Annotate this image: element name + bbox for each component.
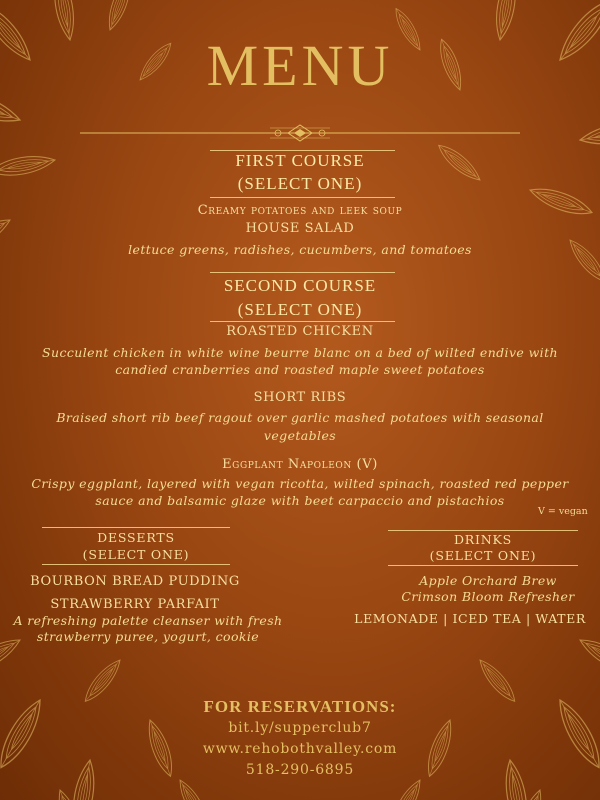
second-course-rule-bottom bbox=[210, 321, 395, 322]
menu-item-leek-soup: Creamy potatoes and leek soup bbox=[197, 203, 403, 218]
roasted-chicken-description-line1: Succulent chicken in white wine beurre blanc on a bed of wilted endive with bbox=[42, 345, 558, 360]
menu-title: MENU bbox=[206, 33, 394, 98]
drinks-rule-top bbox=[388, 530, 578, 531]
strawberry-parfait-description-line2: strawberry puree, yogurt, cookie bbox=[36, 629, 260, 644]
desserts-rule-bottom bbox=[42, 564, 230, 565]
second-course-subheading: (SELECT ONE) bbox=[237, 300, 363, 319]
drink-apple-orchard-brew: Apple Orchard Brew bbox=[419, 573, 557, 588]
drinks-subheading: (SELECT ONE) bbox=[429, 548, 537, 563]
second-course-rule-top bbox=[210, 272, 395, 273]
dessert-strawberry-parfait: STRAWBERRY PARFAIT bbox=[50, 597, 220, 612]
reservations-phone: 518-290-6895 bbox=[245, 762, 355, 778]
eggplant-description-line1: Crispy eggplant, layered with vegan ricotta, wilted spinach, roasted red pepper bbox=[31, 476, 569, 491]
reservations-website[interactable]: www.rehobothvalley.com bbox=[202, 741, 398, 757]
dessert-bourbon-bread-pudding: BOURBON BREAD PUDDING bbox=[30, 574, 240, 589]
second-course-heading: SECOND COURSE bbox=[223, 276, 377, 295]
short-ribs-description-line1: Braised short rib beef ragout over garlic mashed potatoes with seasonal bbox=[56, 410, 544, 425]
desserts-rule-top bbox=[42, 527, 230, 528]
drinks-basic-list: LEMONADE | ICED TEA | WATER bbox=[354, 611, 586, 626]
roasted-chicken-description-line2: candied cranberries and roasted maple sweet potatoes bbox=[115, 362, 485, 377]
short-ribs-description-line2: vegetables bbox=[263, 428, 337, 443]
drink-crimson-bloom-refresher: Crimson Bloom Refresher bbox=[401, 589, 575, 604]
menu-item-eggplant-napoleon: Eggplant Napoleon (V) bbox=[222, 457, 378, 472]
eggplant-description-line2: sauce and balsamic glaze with beet carpaccio and pistachios bbox=[95, 493, 505, 508]
reservations-link[interactable]: bit.ly/supperclub7 bbox=[228, 720, 372, 736]
drinks-heading: DRINKS bbox=[453, 532, 512, 547]
first-course-rule-bottom bbox=[210, 197, 395, 198]
menu-item-house-salad: HOUSE SALAD bbox=[245, 221, 355, 236]
desserts-subheading: (SELECT ONE) bbox=[82, 547, 190, 562]
reservations-heading: FOR RESERVATIONS: bbox=[203, 697, 397, 716]
menu-item-short-ribs: SHORT RIBS bbox=[253, 390, 347, 405]
strawberry-parfait-description-line1: A refreshing palette cleanser with fresh bbox=[13, 613, 283, 628]
first-course-subheading: (SELECT ONE) bbox=[237, 174, 363, 193]
vegan-note: V = vegan bbox=[538, 506, 588, 517]
desserts-heading: DESSERTS bbox=[97, 530, 175, 545]
menu-item-roasted-chicken: ROASTED CHICKEN bbox=[226, 324, 374, 339]
ornament-divider bbox=[80, 125, 520, 141]
drinks-rule-bottom bbox=[388, 565, 578, 566]
first-course-heading: FIRST COURSE bbox=[235, 151, 365, 170]
house-salad-description: lettuce greens, radishes, cucumbers, and tomatoes bbox=[128, 242, 472, 257]
